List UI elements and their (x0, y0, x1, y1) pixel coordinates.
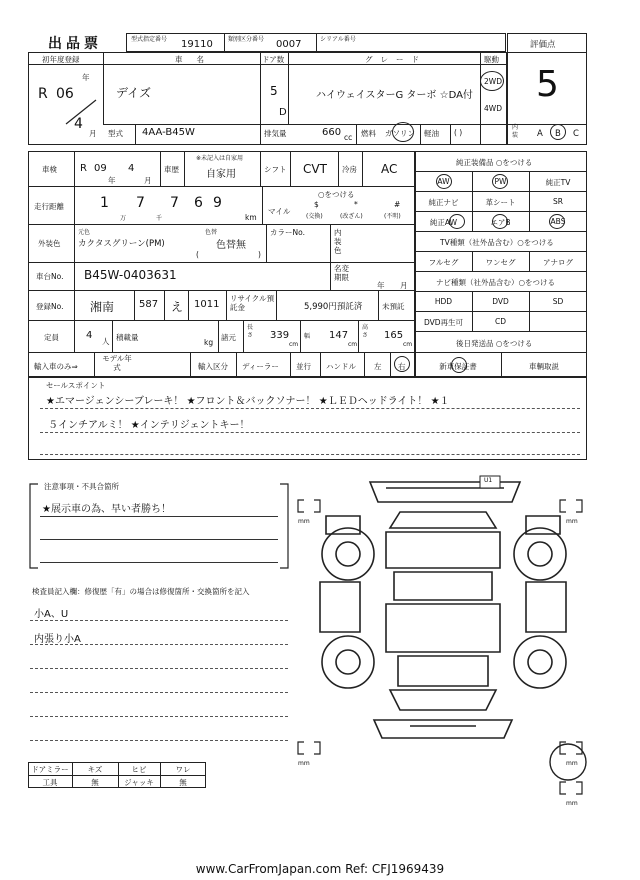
missing-tools-label: 工具 (42, 778, 58, 787)
category-label: 類別区分番号 (228, 36, 265, 43)
tv-oneseg: ワンセグ (485, 258, 516, 267)
import-type-label: 輸入区分 (198, 362, 228, 371)
handle-left: 左 (374, 362, 382, 371)
length-unit: cm (289, 341, 299, 348)
navi-dvd-play: DVD再生可 (423, 318, 464, 327)
diagram-mm-rl: mm (298, 760, 310, 767)
missing-jack-value: 無 (179, 778, 187, 787)
notes-label: 注意事項・不具合箇所 (44, 482, 119, 491)
notes-line-1: ★展示車の為、早い者勝ち！ (42, 504, 171, 515)
cooler-value: AC (381, 162, 398, 176)
chassis-label: 車台No. (36, 272, 64, 281)
mileage-check-label: ○をつける (318, 190, 355, 199)
inspector-line-2: 内張り小A (34, 634, 81, 645)
width-value: 147 (329, 330, 349, 341)
navi-sd: SD (552, 297, 564, 306)
interior-b-circle (550, 124, 566, 140)
first-reg-era: R (38, 86, 48, 102)
doors-label: ドア数 (262, 55, 285, 64)
history-note: ※未記入は自家用 (196, 155, 244, 162)
fuel-gasoline-circle (392, 122, 414, 142)
car-name-label: 車名 (175, 55, 218, 64)
score-label: 評価点 (530, 40, 556, 50)
equip-aw-circle (436, 174, 452, 189)
color-no-label: カラーNo. (270, 228, 305, 237)
displacement-value: 660 (322, 127, 342, 138)
sales-line-1: ★エマージェンシーブレーキ！ ★フロント＆バックソナー！ ★ＬＥＤヘッドライト！ ★１ (46, 396, 450, 407)
missing-jack-label: ジャッキ (124, 778, 154, 787)
equip-abs: ABS (550, 217, 566, 226)
docs-warranty-circle (451, 357, 467, 373)
equip-tv: 純正TV (545, 178, 571, 187)
drive-label: 駆動 (484, 55, 499, 64)
import-parallel: 並行 (296, 362, 311, 371)
diagram-mm-spare: mm (566, 800, 578, 807)
orig-color-value: カクタスグリーン(PM) (78, 239, 165, 249)
category-value: 0007 (276, 39, 302, 50)
recycle-value: 5,990円預託済 (304, 302, 363, 312)
first-reg-month: 4 (74, 116, 83, 132)
recycle-label: リサイクル預託金 (230, 294, 274, 312)
inspector-line-1: 小A、U (34, 609, 69, 620)
car-name-value: デイズ (116, 86, 152, 100)
tv-analog: アナログ (543, 258, 573, 267)
mileage-option-exchange: $ (314, 200, 319, 209)
plate-area: 湘南 (90, 300, 115, 314)
equip-sr: SR (553, 197, 563, 206)
doors-value: 5 (270, 84, 278, 98)
serial-label: シリアル番号 (320, 36, 356, 43)
fuel-other: ( ) (454, 128, 463, 137)
fuel-gasoline: ガソリン (385, 129, 415, 138)
equip-leather: 革シート (485, 198, 516, 207)
interior-b: B (555, 129, 561, 139)
equip-airbag-circle (492, 214, 508, 229)
missing-header-scratch: キズ (87, 765, 103, 774)
import-dealer: ディーラー (242, 362, 279, 371)
width-unit: cm (348, 341, 358, 348)
recycle-unpaid: 未預託 (382, 302, 405, 311)
missing-header-mirror: ドアミラー (31, 765, 69, 774)
mileage-unit-man: 万 (120, 215, 127, 222)
docs-warranty: 新車保証書 (439, 362, 477, 371)
docs-manual: 車輌取説 (529, 362, 559, 371)
missing-header-break: ワレ (175, 765, 191, 774)
mileage-digit-5: 9 (213, 195, 222, 211)
inspection-month: 4 (128, 163, 135, 174)
color-change-label: 色替 (205, 229, 218, 236)
height-label: 高さ (362, 324, 369, 339)
mileage-option-unknown: # (394, 200, 401, 209)
grade-label: グレード (365, 55, 427, 64)
history-label: 車歴 (164, 165, 179, 174)
fuel-label: 燃料 (361, 129, 376, 138)
color-change-value: 色替無 (216, 240, 246, 251)
name-change-month: 月 (400, 281, 408, 290)
mileage-digit-3: 7 (170, 195, 179, 211)
mileage-option-tampered-note: (改ざん) (340, 213, 363, 220)
interior-a: A (537, 129, 543, 139)
handle-right: 右 (398, 362, 406, 371)
interior-color-label: 内装色 (334, 228, 342, 255)
color-label: 外装色 (38, 239, 61, 248)
first-reg-slash (60, 98, 100, 126)
footer-ref: www.CarFromJapan.com Ref: CFJ1969439 (195, 862, 445, 876)
missing-tools-value: 無 (91, 778, 99, 787)
displacement-unit: cc (344, 133, 353, 142)
diagram-mm-rr: mm (566, 760, 578, 767)
equip-airbag: エアB (490, 218, 511, 227)
dims-label: 諸元 (221, 333, 236, 342)
cooler-label: 冷房 (342, 165, 357, 174)
capacity-unit: 人 (102, 337, 110, 346)
equip-genuine-aw-circle (449, 214, 465, 229)
interior-label: 内装 (512, 124, 519, 139)
diagram-u1-label: U1 (484, 477, 493, 484)
chassis-value: B45W-0403631 (84, 268, 177, 282)
plate-kana: え (171, 300, 184, 314)
inspector-label: 検査員記入欄：修復歴「有」の場合は修復箇所・交換箇所を記入 (32, 587, 250, 596)
diagram-mm-fr: mm (566, 518, 578, 525)
inspection-year-unit: 年 (108, 176, 116, 185)
load-label: 積載量 (116, 333, 139, 342)
type-value: 4AA-B45W (142, 127, 195, 138)
score-value: 5 (536, 64, 559, 105)
history-value: 自家用 (206, 169, 236, 180)
model-designation-label: 型式指定番号 (131, 36, 168, 43)
first-reg-label: 初年度登録 (42, 55, 80, 64)
name-change-label: 名変期限 (334, 264, 349, 282)
docs-title: 後日発送品 ○をつける (456, 339, 533, 348)
sales-label: セールスポイント (46, 381, 106, 390)
first-reg-year: 06 (56, 86, 74, 102)
model-designation-value: 19110 (181, 39, 213, 50)
length-label: 長さ (247, 324, 254, 339)
navi-cd: CD (494, 317, 506, 326)
missing-header-crack: ヒビ (131, 765, 147, 774)
mileage-option-mile: マイル (268, 207, 291, 216)
shift-value: CVT (303, 162, 327, 176)
sales-line-2: ５インチアルミ！ ★インテリジェントキー！ (48, 420, 250, 431)
capacity-label: 定員 (44, 333, 59, 342)
mileage-digit-2: 7 (136, 195, 145, 211)
interior-c: C (573, 129, 579, 139)
plate-number: 1011 (194, 299, 220, 310)
tv-fullseg: フルセグ (428, 258, 459, 267)
drive-2wd-circle (480, 71, 504, 91)
handle-label: ハンドル (326, 362, 356, 371)
navi-dvd: DVD (492, 297, 509, 306)
mileage-digit-1: 1 (100, 195, 109, 211)
drive-4wd: 4WD (484, 104, 502, 113)
width-label: 幅 (304, 333, 311, 340)
mileage-unit-sen: 千 (156, 215, 163, 222)
equip-genuine-aw: 純正AW (429, 218, 458, 227)
inspection-era: R (80, 163, 87, 174)
navi-hdd: HDD (434, 297, 453, 306)
mileage-option-exchange-note: (交換) (306, 213, 323, 220)
tv-title: TV種類（社外品含む）○をつける (440, 238, 554, 247)
first-reg-year-unit: 年 (82, 73, 90, 82)
height-unit: cm (403, 341, 413, 348)
door-type: D (279, 107, 287, 118)
plate-class: 587 (139, 299, 159, 310)
orig-color-label: 元色 (78, 229, 91, 236)
mileage-option-tampered: * (354, 200, 358, 209)
plate-label: 登録No. (36, 302, 64, 311)
type-label: 型式 (108, 129, 123, 138)
height-value: 165 (384, 330, 404, 341)
mileage-option-unknown-note: (不明) (384, 213, 401, 220)
equipment-title: 純正装備品 ○をつける (456, 158, 533, 167)
inspection-label: 車検 (42, 165, 57, 174)
navi-title: ナビ種類（社外品含む）○をつける (436, 278, 556, 287)
name-change-year: 年 (377, 281, 385, 290)
import-label: 輸入車のみ⇒ (34, 362, 78, 371)
diagram-mm-fl: mm (298, 518, 310, 525)
drive-2wd: 2WD (484, 77, 502, 86)
inspection-month-unit: 月 (144, 176, 152, 185)
shift-label: シフト (264, 165, 287, 174)
grade-value: ハイウェイスターG ターボ ☆DA付 (316, 90, 473, 101)
capacity-value: 4 (86, 330, 93, 341)
equip-pw-circle (492, 174, 508, 189)
first-reg-month-unit: 月 (89, 129, 97, 138)
length-value: 339 (270, 330, 290, 341)
equip-navi: 純正ナビ (428, 198, 459, 207)
notes-bracket (28, 480, 290, 572)
fuel-diesel: 軽油 (424, 129, 439, 138)
handle-right-circle (394, 356, 410, 372)
equip-abs-circle (549, 214, 565, 229)
inspection-year: 09 (94, 163, 107, 174)
mileage-digit-4: 6 (194, 195, 203, 211)
equip-pw: PW (494, 177, 507, 186)
displacement-label: 排気量 (264, 129, 287, 138)
equip-aw: AW (437, 177, 450, 186)
mileage-unit: km (245, 213, 257, 222)
sheet-title: 出品票 (48, 36, 102, 52)
model-year-label: モデル年式 (102, 354, 132, 372)
load-unit: kg (204, 338, 214, 347)
mileage-label: 走行距離 (34, 202, 64, 211)
car-diagram (290, 472, 596, 818)
